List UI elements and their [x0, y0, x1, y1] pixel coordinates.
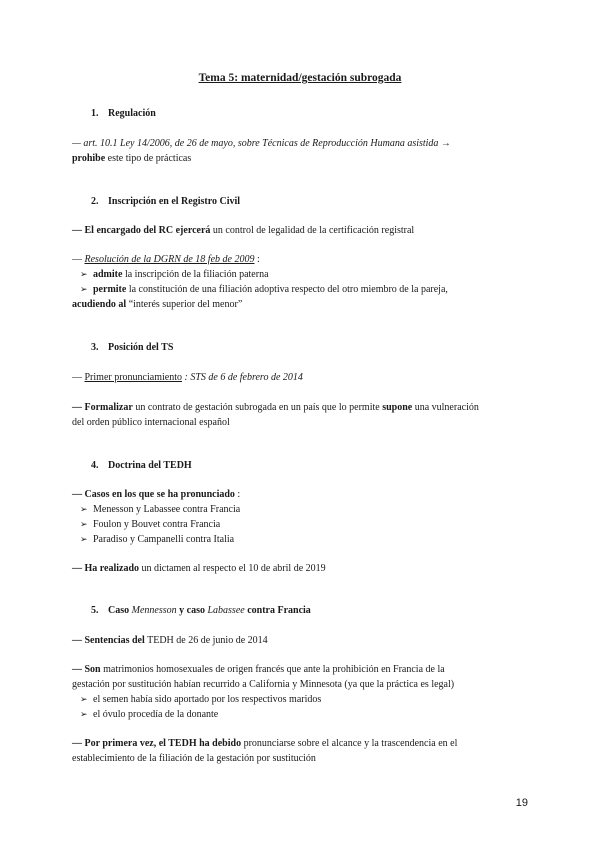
text: —: [72, 372, 85, 383]
arrow-bullet-icon: ➢: [80, 270, 88, 280]
section-title: Posición del TS: [108, 342, 174, 353]
arrow-bullet-icon: ➢: [80, 520, 88, 530]
paragraph: [72, 662, 532, 677]
arrow-bullet-icon: ➢: [80, 535, 88, 545]
section-heading-4: [91, 460, 192, 471]
case-name: Menesson y Labassee contra Francia: [93, 504, 241, 515]
section-title: y caso: [176, 605, 208, 616]
text: el óvulo procedía de la donante: [93, 709, 219, 720]
section-heading-3: [91, 342, 173, 353]
paragraph: [72, 151, 532, 166]
text: el semen había sido aportado por los respectivos maridos: [93, 694, 322, 705]
bold-text: — Casos en los que se ha pronunciado: [72, 489, 235, 500]
case-list-item: [80, 502, 240, 518]
section-heading-2: [91, 196, 240, 207]
section-number: 5.: [91, 605, 99, 616]
text: un control de legalidad de la certificación registral: [210, 225, 415, 236]
paragraph: [72, 677, 532, 692]
text: “interés superior del menor”: [126, 299, 243, 310]
law-reference: — art. 10.1 Ley 14/2006, de 26 de mayo, sobre Técnicas de Reproducción Humana asistida →: [72, 138, 451, 149]
paragraph: [72, 252, 532, 267]
paragraph: [72, 561, 532, 576]
bold-text: permite: [93, 284, 127, 295]
bold-text: acudiendo al: [72, 299, 127, 310]
bold-text: supone: [382, 402, 413, 413]
arrow-bullet-icon: ➢: [80, 505, 88, 515]
bold-text: — Son: [72, 664, 101, 675]
bold-text: — El encargado del RC ejercerá: [72, 225, 211, 236]
arrow-bullet-icon: ➢: [80, 710, 88, 720]
text: TEDH de 26 de junio de 2014: [144, 635, 268, 646]
page-number: 19: [515, 797, 528, 809]
text: la constitución de una filiación adoptiva respecto del otro miembro de la pareja,: [126, 284, 448, 295]
text: este tipo de prácticas: [105, 153, 192, 164]
paragraph: [72, 736, 532, 751]
underlined-text: Primer pronunciamiento: [84, 372, 182, 383]
bold-text: — Ha realizado: [72, 563, 140, 574]
bullet-item: [80, 267, 269, 283]
section-title: Doctrina del TEDH: [108, 460, 192, 471]
section-heading-1: [91, 108, 156, 119]
paragraph: [72, 370, 532, 385]
bold-text: — Formalizar: [72, 402, 133, 413]
case-name: Paradiso y Campanelli contra Italia: [93, 534, 235, 545]
paragraph: [72, 487, 532, 502]
text: matrimonios homosexuales de origen francés que ante la prohibición en Francia de la: [100, 664, 445, 675]
section-number: 4.: [91, 460, 99, 471]
text: un contrato de gestación subrogada en un país que lo permite: [132, 402, 383, 413]
case-list-item: [80, 532, 234, 548]
section-heading-5: [91, 605, 311, 616]
arrow-bullet-icon: ➢: [80, 285, 88, 295]
paragraph: [72, 751, 532, 766]
case-name: Labassee: [207, 605, 245, 616]
section-title: Caso: [108, 605, 132, 616]
bullet-item: [80, 692, 321, 708]
bullet-item: [80, 282, 448, 298]
ruling-reference: : STS de 6 de febrero de 2014: [181, 372, 303, 383]
bullet-item: [80, 707, 218, 723]
paragraph: [72, 415, 532, 430]
text: —: [72, 254, 85, 265]
text: gestación por sustitución habían recurrido a California y Minnesota (ya que la práctica es legal): [72, 679, 455, 690]
case-name: Foulon y Bouvet contra Francia: [93, 519, 221, 530]
section-title: Inscripción en el Registro Civil: [108, 196, 241, 207]
text: la inscripción de la filiación paterna: [122, 269, 269, 280]
arrow-bullet-icon: ➢: [80, 695, 88, 705]
paragraph: [72, 297, 532, 312]
text: una vulneración: [412, 402, 479, 413]
section-number: 3.: [91, 342, 99, 353]
text: pronunciarse sobre el alcance y la trascendencia en el: [241, 738, 458, 749]
section-title: contra Francia: [244, 605, 311, 616]
resolution-reference: Resolución de la DGRN de 18 feb de 2009: [84, 254, 255, 265]
text: un dictamen al respecto el 10 de abril de 2019: [139, 563, 326, 574]
page-title: Tema 5: maternidad/gestación subrogada: [198, 72, 402, 84]
section-number: 2.: [91, 196, 99, 207]
paragraph: [72, 633, 532, 648]
case-list-item: [80, 517, 220, 533]
paragraph: [72, 400, 532, 415]
bold-text: — Sentencias del: [72, 635, 145, 646]
bold-text: admite: [93, 269, 123, 280]
text: :: [234, 489, 241, 500]
bold-text: prohibe: [72, 153, 106, 164]
paragraph: [72, 223, 532, 238]
text: :: [254, 254, 260, 265]
text: del orden público internacional español: [72, 417, 230, 428]
section-title: Regulación: [108, 108, 156, 119]
section-number: 1.: [91, 108, 99, 119]
paragraph: [72, 136, 532, 151]
bold-text: — Por primera vez, el TEDH ha debido: [72, 738, 242, 749]
text: establecimiento de la filiación de la gestación por sustitución: [72, 753, 316, 764]
case-name: Mennesson: [131, 605, 177, 616]
